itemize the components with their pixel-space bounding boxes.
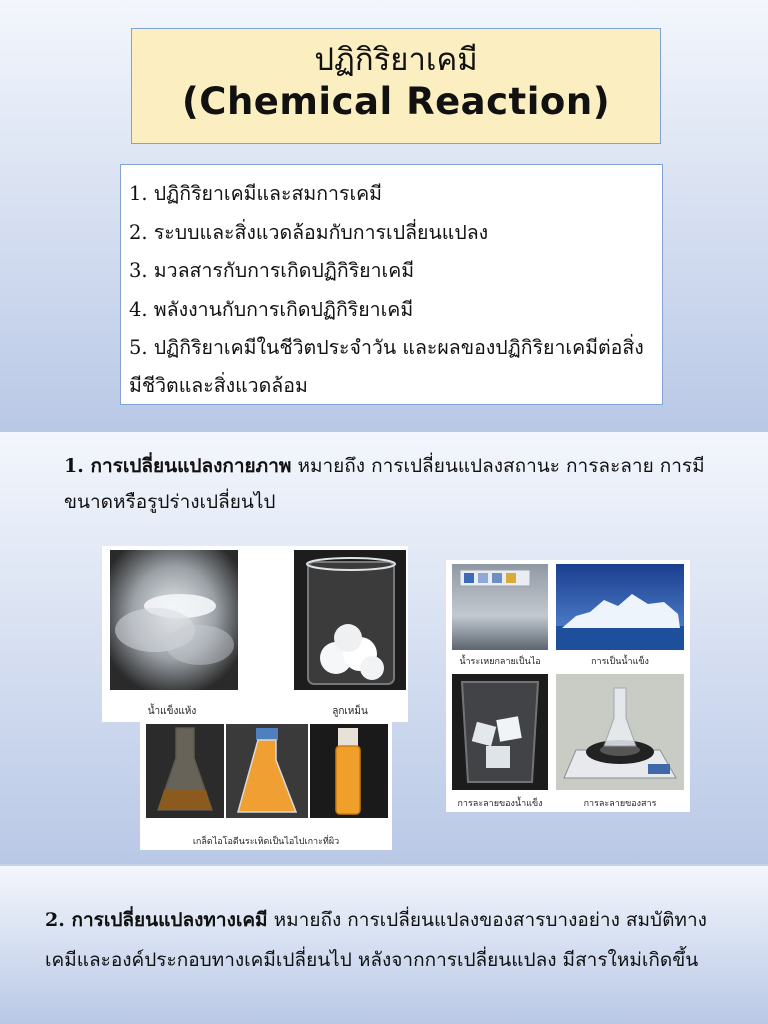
mothball-photo [294,550,406,690]
title-thai: ปฏิกิริยาเคมี [314,42,478,78]
iceberg-photo [556,564,684,650]
vapor-caption: น้ำระเหยกลายเป็นไอ [459,657,541,667]
dissolve-caption: การละลายของสาร [583,799,657,809]
physical-change-heading: 1. การเปลี่ยนแปลงกายภาพ [64,455,292,477]
hotplate-photo [556,674,684,790]
mothball-caption: ลูกเหม็น [332,706,368,717]
iodine-photo-card [140,722,392,850]
iodine-caption: เกล็ดไอโอดีนระเหิดเป็นไอไปเกาะที่ผิว [192,837,340,847]
dry-ice-caption: น้ำแข็งแห้ง [147,706,197,717]
topic-item: 3. มวลสารกับการเกิดปฏิกิริยาเคมี [129,259,415,282]
iodine-tube-photo [310,724,388,818]
title-box [131,28,661,144]
chemical-change-paragraph [45,900,725,980]
iodine-flask-photo-2 [226,724,308,818]
physical-change-paragraph [64,448,724,520]
sublimation-photo-card [102,546,408,722]
state-change-photo-card [446,560,690,812]
title-english: (Chemical Reaction) [181,80,611,123]
topic-item: 1. ปฏิกิริยาเคมีและสมการเคมี [129,182,383,205]
ice-melt-photo [452,674,548,790]
chemical-change-text: หมายถึง การเปลี่ยนแปลงของสารบางอย่าง สมบัติทางเคมีและองค์ประกอบทางเคมีเปลี่ยนไป หลังจากการเปลี่ยนแปลง มีสารใหม่เกิดขึ้น [45,909,707,971]
topic-item: 2. ระบบและสิ่งแวดล้อมกับการเปลี่ยนแปลง [129,220,489,244]
dry-ice-photo [110,550,238,690]
chemical-change-heading: 2. การเปลี่ยนแปลงทางเคมี [45,909,268,931]
vapor-photo [452,564,548,650]
topic-list [120,164,663,405]
iodine-flask-photo-1 [146,724,224,818]
topic-item: 5. ปฏิกิริยาเคมีในชีวิตประจำวัน และผลของปฏิกิริยาเคมีต่อสิ่งมีชีวิตและสิ่งแวดล้อม [129,336,644,397]
physical-change-text: หมายถึง การเปลี่ยนแปลงสถานะ การละลาย การมีขนาดหรือรูปร่างเปลี่ยนไป [64,455,705,513]
ice-melt-caption: การละลายของน้ำแข็ง [457,799,543,809]
ice-form-caption: การเป็นน้ำแข็ง [591,657,649,667]
topic-item: 4. พลังงานกับการเกิดปฏิกิริยาเคมี [129,297,414,321]
